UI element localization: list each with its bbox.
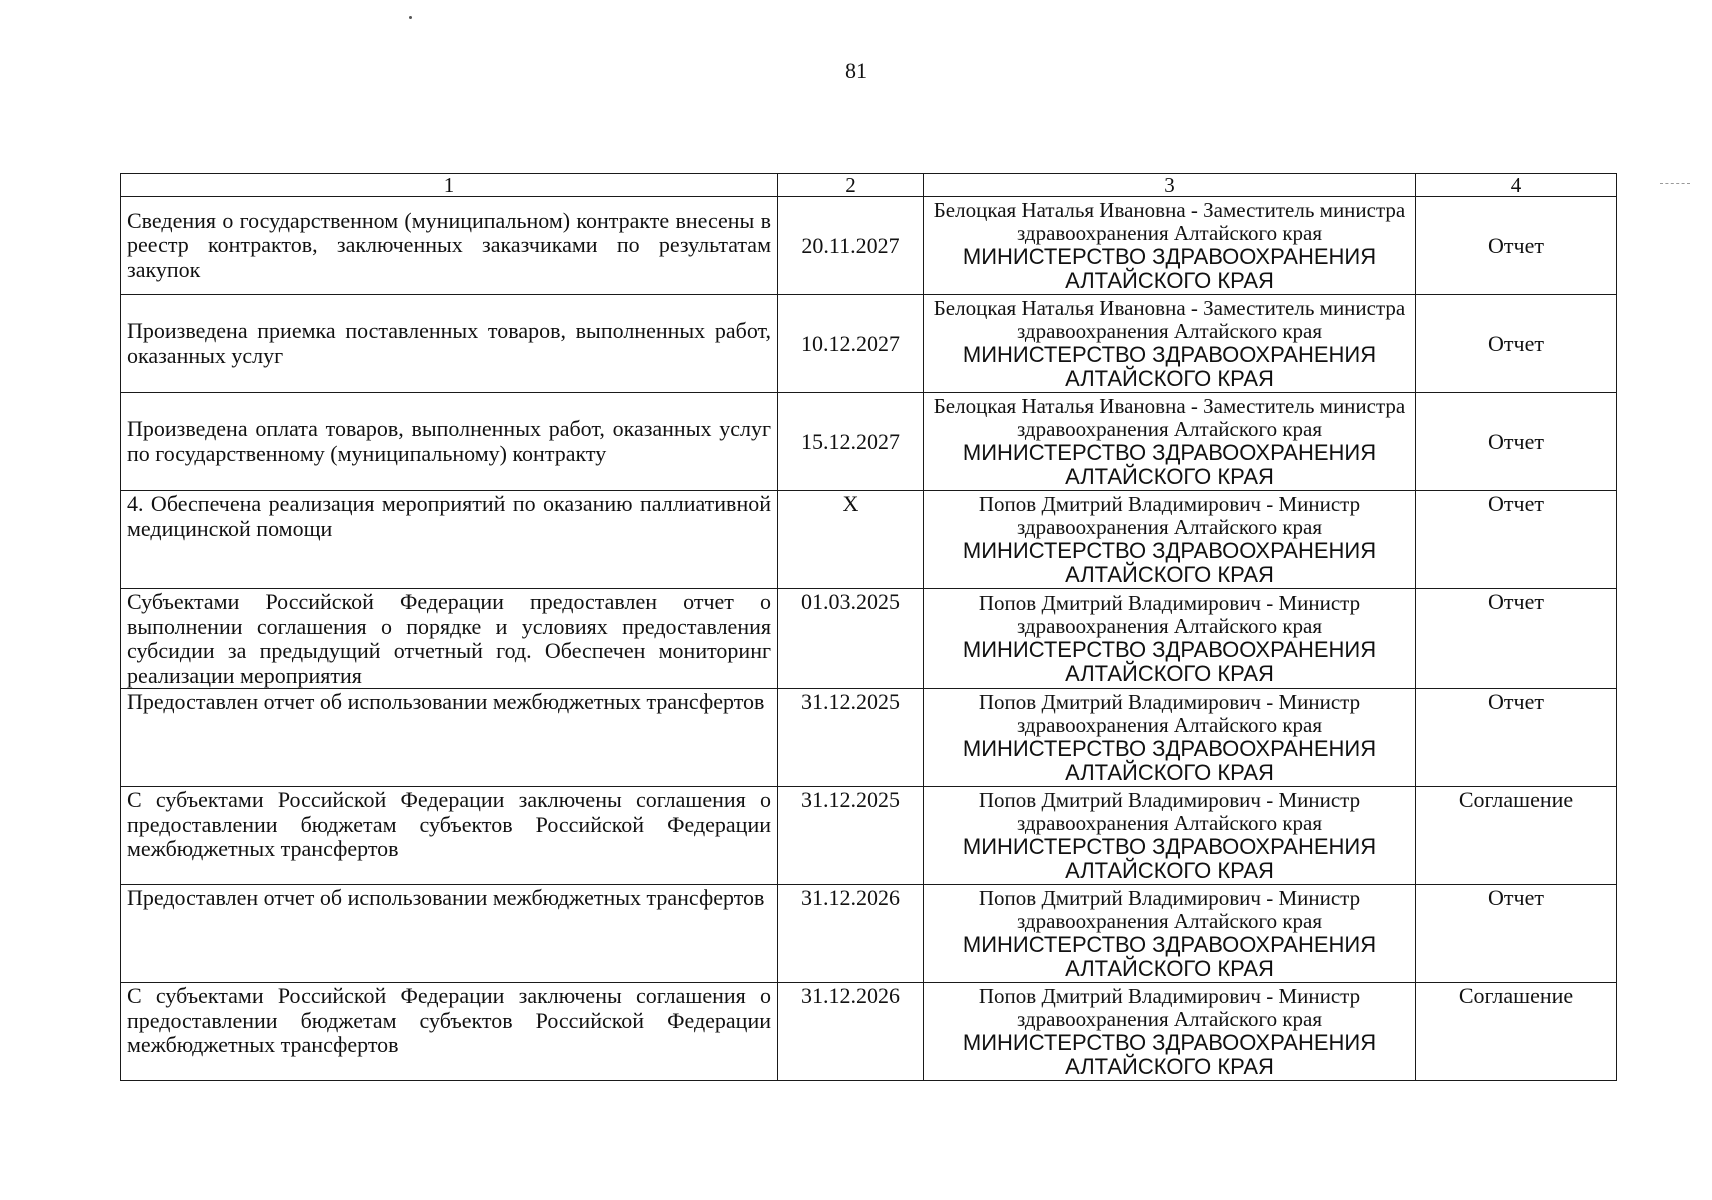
document-type: Отчет xyxy=(1416,393,1617,491)
event-description: Произведена приемка поставленных товаров, выполненных работ, оказанных услуг xyxy=(121,295,778,393)
responsible-cell xyxy=(924,589,1416,689)
table-row xyxy=(121,885,1617,983)
responsible-cell xyxy=(924,689,1416,787)
document-type: Отчет xyxy=(1416,885,1617,983)
responsible-org: МИНИСТЕРСТВО ЗДРАВООХРАНЕНИЯ АЛТАЙСКОГО КРАЯ xyxy=(962,341,1377,391)
responsible-person: Попов Дмитрий Владимирович - Министр здравоохранения Алтайского края xyxy=(978,885,1361,933)
responsible-person: Попов Дмитрий Владимирович - Министр здравоохранения Алтайского края xyxy=(978,590,1361,638)
responsible-cell xyxy=(924,787,1416,885)
event-date: 31.12.2026 xyxy=(778,885,924,983)
responsible-cell xyxy=(924,295,1416,393)
event-description: Субъектами Российской Федерации предоставлен отчет о выполнении соглашения о порядке и условиях предоставления субсидии за предыдущий отчетный год. Обеспечен мониторинг реализации мероприятия xyxy=(121,589,778,689)
column-header-4: 4 xyxy=(1416,174,1617,197)
document-type: Отчет xyxy=(1416,295,1617,393)
document-type: Отчет xyxy=(1416,491,1617,589)
table-row xyxy=(121,983,1617,1081)
responsible-org: МИНИСТЕРСТВО ЗДРАВООХРАНЕНИЯ АЛТАЙСКОГО КРАЯ xyxy=(962,931,1377,981)
scan-margin-mark xyxy=(1660,183,1690,186)
document-type: Соглашение xyxy=(1416,787,1617,885)
table-row xyxy=(121,589,1617,689)
event-date: X xyxy=(778,491,924,589)
table-row xyxy=(121,393,1617,491)
responsible-person: Попов Дмитрий Владимирович - Министр здравоохранения Алтайского края xyxy=(978,983,1361,1031)
responsible-cell xyxy=(924,197,1416,295)
responsible-cell xyxy=(924,885,1416,983)
responsible-org: МИНИСТЕРСТВО ЗДРАВООХРАНЕНИЯ АЛТАЙСКОГО КРАЯ xyxy=(962,439,1377,489)
table-row xyxy=(121,491,1617,589)
event-date: 10.12.2027 xyxy=(778,295,924,393)
responsible-org: МИНИСТЕРСТВО ЗДРАВООХРАНЕНИЯ АЛТАЙСКОГО КРАЯ xyxy=(962,735,1377,785)
event-date: 31.12.2025 xyxy=(778,787,924,885)
event-date: 01.03.2025 xyxy=(778,589,924,689)
column-header-1: 1 xyxy=(121,174,778,197)
event-description: С субъектами Российской Федерации заключены соглашения о предоставлении бюджетам субъектов Российской Федерации межбюджетных трансфертов xyxy=(121,787,778,885)
event-date: 31.12.2026 xyxy=(778,983,924,1081)
responsible-org: МИНИСТЕРСТВО ЗДРАВООХРАНЕНИЯ АЛТАЙСКОГО КРАЯ xyxy=(962,1029,1377,1079)
responsible-org: МИНИСТЕРСТВО ЗДРАВООХРАНЕНИЯ АЛТАЙСКОГО КРАЯ xyxy=(962,537,1377,587)
column-header-3: 3 xyxy=(924,174,1416,197)
event-description: Сведения о государственном (муниципальном) контракте внесены в реестр контрактов, заключенных заказчиками по результатам закупок xyxy=(121,197,778,295)
responsible-person: Белоцкая Наталья Ивановна - Заместитель министра здравоохранения Алтайского края xyxy=(933,295,1406,343)
responsible-org: МИНИСТЕРСТВО ЗДРАВООХРАНЕНИЯ АЛТАЙСКОГО КРАЯ xyxy=(962,243,1377,293)
event-description: Произведена оплата товаров, выполненных работ, оказанных услуг по государственному (муниципальному) контракту xyxy=(121,393,778,491)
table-row xyxy=(121,295,1617,393)
table-row xyxy=(121,787,1617,885)
responsible-person: Попов Дмитрий Владимирович - Министр здравоохранения Алтайского края xyxy=(978,491,1361,539)
column-header-2: 2 xyxy=(778,174,924,197)
event-table xyxy=(120,173,1617,1081)
responsible-person: Попов Дмитрий Владимирович - Министр здравоохранения Алтайского края xyxy=(978,689,1361,737)
responsible-person: Попов Дмитрий Владимирович - Министр здравоохранения Алтайского края xyxy=(978,787,1361,835)
document-type: Отчет xyxy=(1416,197,1617,295)
event-date: 20.11.2027 xyxy=(778,197,924,295)
responsible-org: МИНИСТЕРСТВО ЗДРАВООХРАНЕНИЯ АЛТАЙСКОГО КРАЯ xyxy=(962,636,1377,686)
event-description: Предоставлен отчет об использовании межбюджетных трансфертов xyxy=(121,689,778,787)
event-description: Предоставлен отчет об использовании межбюджетных трансфертов xyxy=(121,885,778,983)
responsible-person: Белоцкая Наталья Ивановна - Заместитель министра здравоохранения Алтайского края xyxy=(933,197,1406,245)
scan-dot-mark xyxy=(409,16,412,19)
event-description: 4. Обеспечена реализация мероприятий по оказанию паллиативной медицинской помощи xyxy=(121,491,778,589)
page-number: 81 xyxy=(845,58,867,83)
document-type: Соглашение xyxy=(1416,983,1617,1081)
table-row xyxy=(121,689,1617,787)
responsible-org: МИНИСТЕРСТВО ЗДРАВООХРАНЕНИЯ АЛТАЙСКОГО КРАЯ xyxy=(962,833,1377,883)
event-date: 15.12.2027 xyxy=(778,393,924,491)
event-description: С субъектами Российской Федерации заключены соглашения о предоставлении бюджетам субъектов Российской Федерации межбюджетных трансфертов xyxy=(121,983,778,1081)
responsible-cell xyxy=(924,491,1416,589)
event-date: 31.12.2025 xyxy=(778,689,924,787)
responsible-person: Белоцкая Наталья Ивановна - Заместитель министра здравоохранения Алтайского края xyxy=(933,393,1406,441)
document-type: Отчет xyxy=(1416,589,1617,689)
responsible-cell xyxy=(924,393,1416,491)
table-row xyxy=(121,197,1617,295)
responsible-cell xyxy=(924,983,1416,1081)
document-type: Отчет xyxy=(1416,689,1617,787)
column-number-row xyxy=(121,174,1617,197)
